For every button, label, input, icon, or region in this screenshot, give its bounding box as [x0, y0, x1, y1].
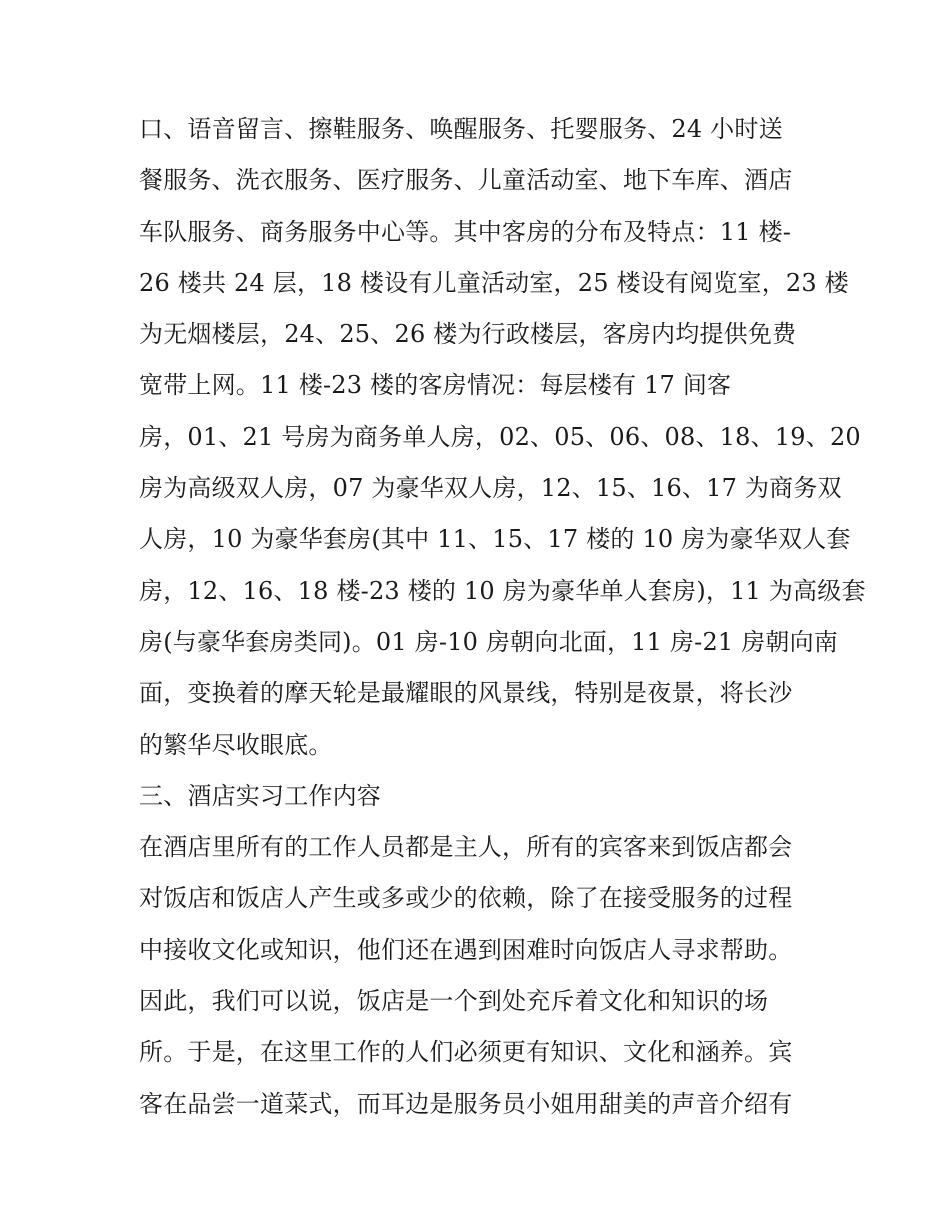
text-line: 房(与豪华套房类同)。01 房-10 房朝向北面，11 房-21 房朝向南	[139, 627, 839, 656]
text-line: 口、语音留言、擦鞋服务、唤醒服务、托婴服务、24 小时送	[139, 115, 783, 143]
text-line: 宽带上网。11 楼-23 楼的客房情况：每层楼有 17 间客	[139, 371, 732, 400]
text-line: 房，12、16、18 楼-23 楼的 10 房为豪华单人套房)，11 为高级套	[139, 576, 866, 605]
text-line: 所。于是，在这里工作的人们必须更有知识、文化和涵养。宾	[139, 1038, 793, 1067]
text-line: 的繁华尽收眼底。	[139, 730, 333, 759]
text-line: 人房，10 为豪华套房(其中 11、15、17 楼的 10 房为豪华双人套	[139, 525, 851, 554]
text-line: 车队服务、商务服务中心等。其中客房的分布及特点：11 楼-	[139, 217, 792, 246]
text-line: 因此，我们可以说，饭店是一个到处充斥着文化和知识的场	[139, 987, 769, 1016]
text-line: 为无烟楼层，24、25、26 楼为行政楼层，客房内均提供免费	[139, 320, 797, 349]
text-line: 房为高级双人房，07 为豪华双人房，12、15、16、17 为商务双	[139, 474, 842, 503]
text-line: 在酒店里所有的工作人员都是主人，所有的宾客来到饭店都会	[139, 833, 793, 862]
text-line: 面，变换着的摩天轮是最耀眼的风景线，特别是夜景，将长沙	[139, 679, 793, 708]
text-line: 餐服务、洗衣服务、医疗服务、儿童活动室、地下车库、酒店	[139, 166, 793, 195]
body-text	[139, 104, 866, 1130]
text-line: 房，01、21 号房为商务单人房，02、05、06、08、18、19、20	[139, 422, 861, 451]
section-heading: 三、酒店实习工作内容	[139, 781, 381, 810]
text-line: 对饭店和饭店人产生或多或少的依赖，除了在接受服务的过程	[139, 884, 793, 913]
text-line: 客在品尝一道菜式，而耳边是服务员小姐用甜美的声音介绍有	[139, 1089, 793, 1118]
text-line: 中接收文化或知识，他们还在遇到困难时向饭店人寻求帮助。	[139, 935, 793, 964]
text-line: 26 楼共 24 层，18 楼设有儿童活动室，25 楼设有阅览室，23 楼	[139, 268, 849, 297]
